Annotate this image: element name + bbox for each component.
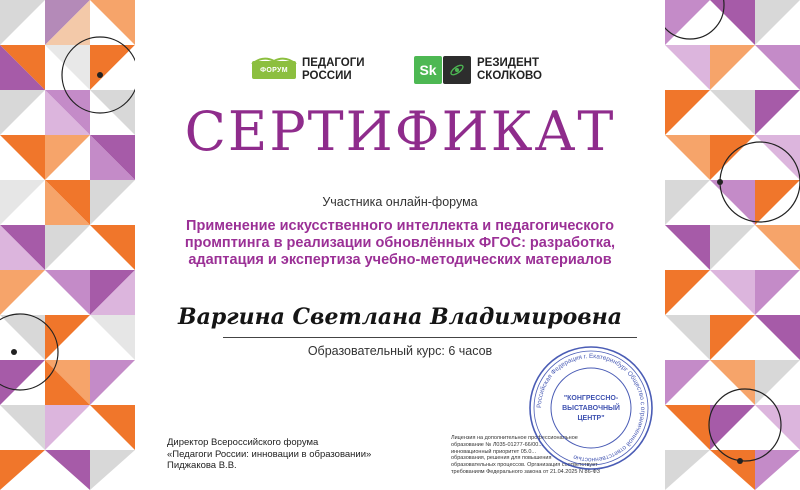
forum-title-line3: адаптация и экспертиза учебно-методических материалов: [188, 252, 612, 268]
forum-name: [302, 57, 365, 83]
course-hours: Образовательный курс: 6 часов: [307, 344, 493, 358]
sk-line2: СКОЛКОВО: [477, 70, 542, 82]
stamp-ring-path: Российская Федерация г. Екатеринбург Общество с ограниченной ответственностью: [535, 352, 647, 464]
forum-badge-label: ФОРУМ: [260, 66, 288, 74]
license-line5: образовательных процессов. Организация соответствует: [451, 462, 598, 469]
person-name: Варгина Светлана Владимировна: [177, 304, 623, 330]
stamp-center-line2: ВЫСТАВОЧНЫЙ: [562, 405, 620, 412]
license-line6: требованиям Федерального закона от 21.04.2025 N 86-ФЗ: [451, 468, 600, 475]
atom-icon: [443, 56, 471, 84]
forum-title-line1: Применение искусственного интеллекта и педагогического: [186, 218, 614, 234]
forum-name-line1: ПЕДАГОГИ: [302, 57, 365, 69]
skolkovo-logo: [414, 52, 542, 88]
right-decorative-border: [665, 0, 800, 490]
official-stamp: [526, 343, 656, 473]
forum-logo: [252, 52, 365, 88]
stamp-center-line1: "КОНГРЕССНО-: [563, 395, 619, 402]
book-icon: [249, 55, 299, 65]
participant-label: Участника онлайн-форума: [322, 195, 478, 209]
sk-line1: РЕЗИДЕНТ: [477, 57, 540, 69]
forum-title-line2: промптинга в реализации обновлённых ФГОС: разработка,: [184, 235, 616, 251]
skolkovo-name: [477, 57, 542, 83]
director-line1: Директор Всероссийского форума: [167, 437, 319, 448]
license-line2: образование № Л035-01277-66/00...: [451, 441, 543, 448]
left-pattern: [0, 0, 135, 490]
stamp-center-line3: ЦЕНТР": [577, 415, 605, 422]
left-decorative-border: [0, 0, 135, 490]
sk-badge: Sk: [414, 56, 442, 84]
director-line3: Пиджакова В.В.: [167, 460, 237, 471]
license-line1: Лицензия на дополнительное профессиональное: [451, 435, 578, 441]
director-line2: «Педагоги России: инновации в образовании»: [167, 448, 372, 460]
forum-title: [150, 218, 650, 269]
director-signature-block: [167, 437, 371, 472]
right-pattern: [665, 0, 800, 490]
name-underline: [223, 337, 637, 338]
license-line3: инновационный приоритет 05.0...: [451, 448, 537, 455]
certificate-title: СЕРТИФИКАТ: [184, 100, 616, 163]
forum-name-line2: РОССИИ: [302, 70, 352, 82]
license-line4: образования, решения для повышения: [451, 455, 552, 462]
forum-badge: [252, 61, 296, 79]
